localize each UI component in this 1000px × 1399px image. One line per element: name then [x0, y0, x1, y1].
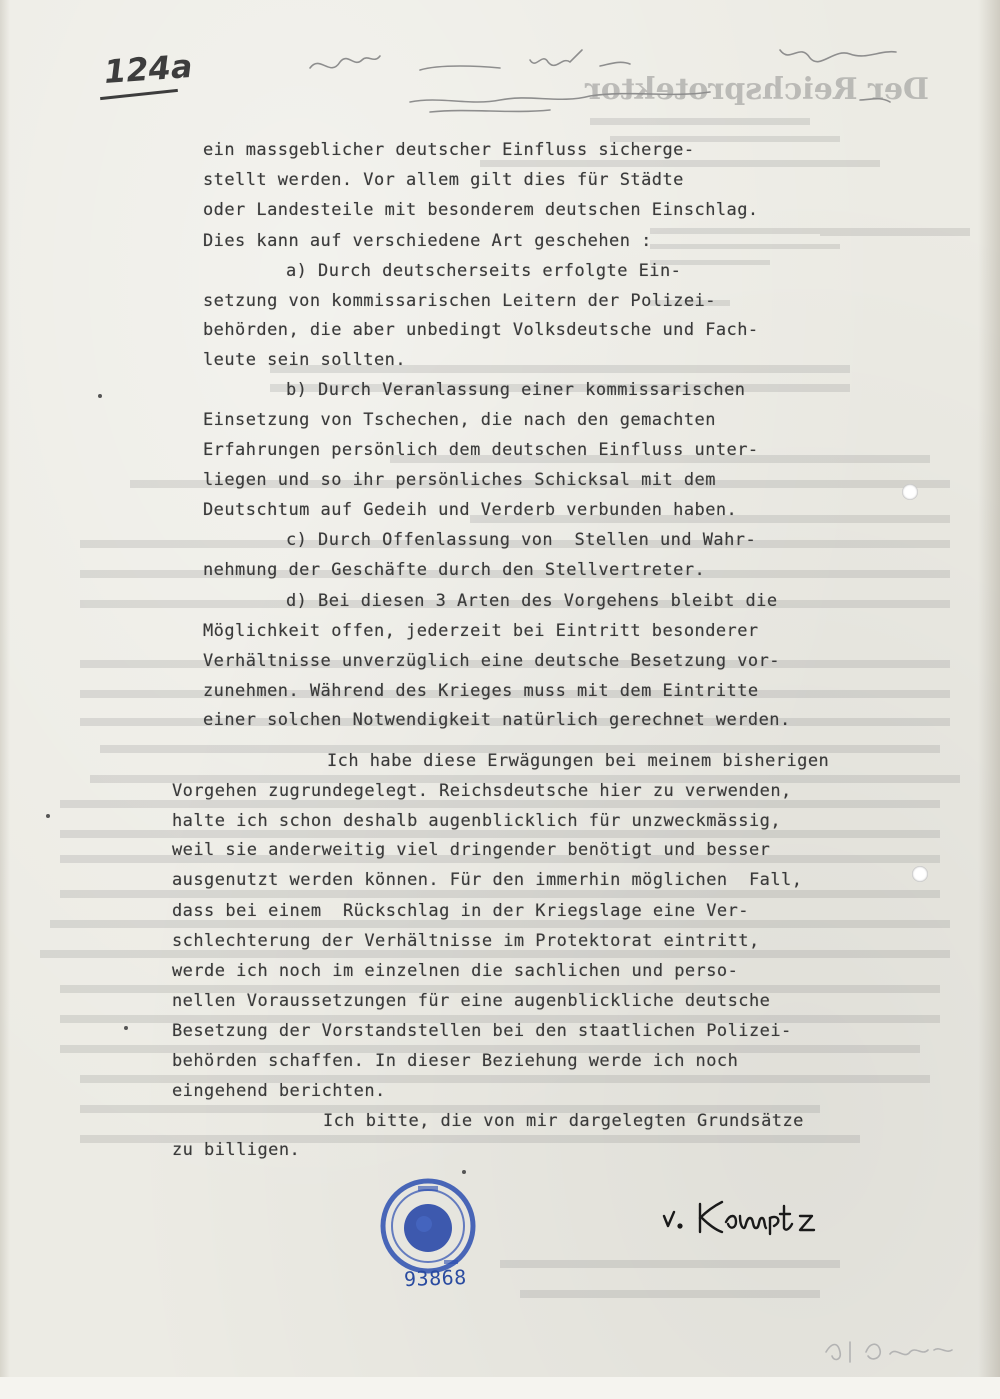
text-line: leute sein sollten.	[203, 350, 407, 370]
folio-number: 124a	[102, 46, 194, 92]
text-line: behörden schaffen. In dieser Beziehung werde ich noch	[172, 1051, 739, 1071]
text-line: schlechterung der Verhältnisse im Protektorat eintritt,	[172, 931, 760, 951]
text-line: nehmung der Geschäfte durch den Stellvertreter.	[203, 560, 706, 580]
text-line: Besetzung der Vorstandstellen bei den staatlichen Polizei-	[172, 1021, 792, 1041]
text-line: Verhältnisse unverzüglich eine deutsche Besetzung vor-	[203, 651, 780, 671]
margin-mark	[124, 1026, 128, 1030]
text-line: eingehend berichten.	[172, 1081, 386, 1101]
text-line: Ich habe diese Erwägungen bei meinem bisherigen	[327, 751, 830, 771]
text-line: einer solchen Notwendigkeit natürlich gerechnet werden.	[203, 710, 791, 730]
text-line: b) Durch Veranlassung einer kommissarischen	[286, 380, 746, 400]
stamp-number: 93868	[403, 1264, 468, 1292]
text-line: a) Durch deutscherseits erfolgte Ein-	[286, 261, 682, 281]
text-line: werde ich noch im einzelnen die sachlichen und perso-	[172, 961, 739, 981]
text-line: Einsetzung von Tschechen, die nach den gemachten	[203, 410, 716, 430]
text-line: Dies kann auf verschiedene Art geschehen :	[203, 231, 652, 251]
text-line: Ich bitte, die von mir dargelegten Grundsätze	[323, 1111, 804, 1131]
margin-mark	[98, 394, 102, 398]
text-line: halte ich schon deshalb augenblicklich für unzweckmässig,	[172, 811, 782, 831]
text-line: weil sie anderweitig viel dringender benötigt und besser	[172, 840, 771, 860]
punch-hole	[912, 866, 928, 882]
margin-mark	[46, 814, 50, 818]
text-line: Möglichkeit offen, jederzeit bei Eintritt besonderer	[203, 621, 759, 641]
text-line: Deutschtum auf Gedeih und Verderb verbunden haben.	[203, 500, 738, 520]
text-line: nellen Voraussetzungen für eine augenblickliche deutsche	[172, 991, 771, 1011]
punch-hole	[902, 484, 918, 500]
text-line: zu billigen.	[172, 1140, 301, 1160]
text-line: stellt werden. Vor allem gilt dies für Städte	[203, 170, 684, 190]
text-line: Erfahrungen persönlich dem deutschen Einfluss unter-	[203, 440, 759, 460]
text-line: zunehmen. Während des Krieges muss mit dem Eintritte	[203, 681, 759, 701]
text-line: Vorgehen zugrundegelegt. Reichsdeutsche hier zu verwenden,	[172, 781, 792, 801]
margin-mark	[462, 1170, 466, 1174]
pencil-annotation-bottom	[820, 1330, 970, 1370]
text-line: d) Bei diesen 3 Arten des Vorgehens bleibt die	[286, 591, 778, 611]
text-line: ausgenutzt werden können. Für den immerhin möglichen Fall,	[172, 870, 803, 890]
text-line: c) Durch Offenlassung von Stellen und Wahr-	[286, 530, 757, 550]
archive-stamp-seal	[378, 1176, 478, 1276]
text-line: ein massgeblicher deutscher Einfluss sicherge-	[203, 140, 695, 160]
text-line: liegen und so ihr persönliches Schicksal mit dem	[203, 470, 716, 490]
text-line: oder Landesteile mit besonderem deutschen Einschlag.	[203, 200, 759, 220]
text-line: dass bei einem Rückschlag in der Kriegslage eine Ver-	[172, 901, 749, 921]
text-line: setzung von kommissarischen Leitern der Polizei-	[203, 291, 716, 311]
bleed-through-letterhead: Der Reichsprotektor	[585, 72, 929, 107]
text-line: behörden, die aber unbedingt Volksdeutsche und Fach-	[203, 320, 759, 340]
